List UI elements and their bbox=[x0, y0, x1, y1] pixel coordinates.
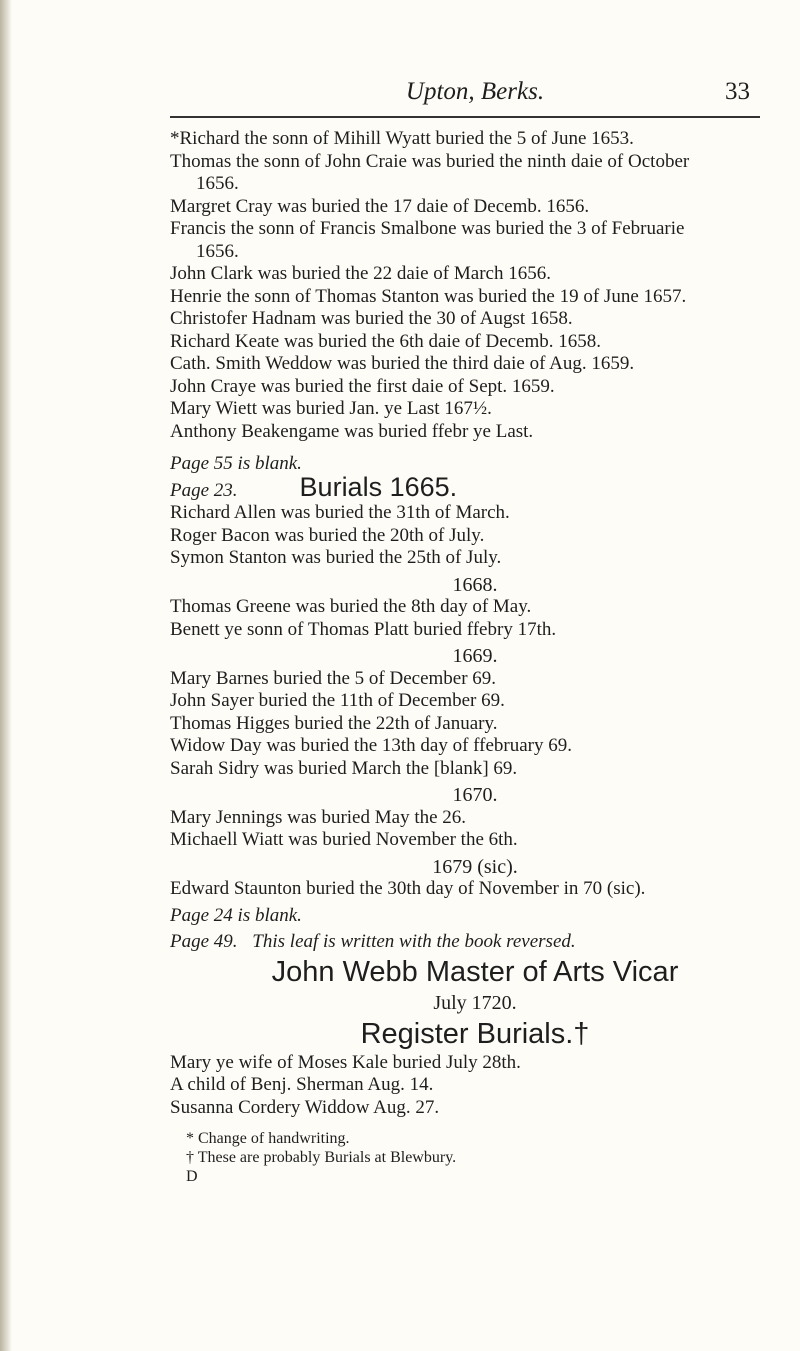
entry-line: John Sayer buried the 11th of December 69. bbox=[170, 690, 505, 711]
entry-line: Cath. Smith Weddow was buried the third daie of Aug. 1659. bbox=[170, 353, 635, 374]
footnotes bbox=[170, 1129, 780, 1186]
document-page bbox=[170, 78, 780, 1186]
year-heading: 1679 (sic). bbox=[432, 855, 518, 878]
entry-line: Mary Barnes buried the 5 of December 69. bbox=[170, 667, 497, 689]
running-header bbox=[170, 78, 780, 116]
entry-line: Thomas Greene was buried the 8th day of May. bbox=[170, 596, 532, 617]
entry-line: Edward Staunton buried the 30th day of November in 70 (sic). bbox=[170, 878, 646, 899]
editorial-note-row bbox=[170, 931, 780, 954]
entry-line: Benett ye sonn of Thomas Platt buried ffebry 17th. bbox=[170, 618, 557, 640]
entry-line: Thomas the sonn of John Craie was buried the ninth daie of October bbox=[170, 150, 690, 172]
date-heading: July 1720. bbox=[433, 991, 517, 1014]
burials-1665-heading bbox=[170, 471, 780, 503]
vicar-heading: John Webb Master of Arts Vicar bbox=[271, 955, 679, 988]
header-rule bbox=[170, 116, 760, 118]
page-reference: Page 23. bbox=[170, 479, 238, 501]
entry-line: John Clark was buried the 22 daie of March 1656. bbox=[170, 263, 551, 284]
entry-line: Symon Stanton was buried the 25th of July. bbox=[170, 547, 502, 568]
entry-line: Susanna Cordery Widdow Aug. 27. bbox=[170, 1096, 440, 1118]
entry-line: *Richard the sonn of Mihill Wyatt buried the 5 of June 1653. bbox=[170, 128, 634, 149]
section-title: Burials 1665. bbox=[299, 471, 458, 502]
entry-line: Mary Wiett was buried Jan. ye Last 167½. bbox=[170, 398, 492, 419]
entry-line: Roger Bacon was buried the 20th of July. bbox=[170, 524, 485, 546]
year-heading: 1668. bbox=[452, 573, 498, 596]
year-heading: 1670. bbox=[452, 784, 498, 806]
entry-line: Mary ye wife of Moses Kale buried July 28th. bbox=[170, 1051, 521, 1073]
footnote: * Change of handwriting. bbox=[186, 1130, 350, 1147]
entry-line: Mary Jennings was buried May the 26. bbox=[170, 806, 467, 828]
entry-line: Widow Day was buried the 13th day of ffebruary 69. bbox=[170, 735, 572, 756]
editorial-note: Page 24 is blank. bbox=[170, 904, 302, 926]
editorial-note: This leaf is written with the book reversed. bbox=[252, 931, 576, 952]
entry-line: Christofer Hadnam was buried the 30 of Augst 1658. bbox=[170, 308, 573, 329]
entry-line: Anthony Beakengame was buried ffebr ye Last. bbox=[170, 420, 534, 442]
running-title: Upton, Berks. bbox=[405, 78, 545, 105]
editorial-note: Page 55 is blank. bbox=[170, 453, 302, 474]
signature-mark: D bbox=[186, 1168, 198, 1185]
entry-line: Thomas Higges buried the 22th of January. bbox=[170, 712, 498, 734]
entry-line: Michaell Wiatt was buried November the 6th. bbox=[170, 829, 518, 850]
entry-line: Richard Allen was buried the 31th of March. bbox=[170, 502, 510, 523]
page-number: 33 bbox=[725, 78, 750, 105]
entry-line: John Craye was buried the first daie of Sept. 1659. bbox=[170, 375, 555, 397]
entry-line: 1656. bbox=[196, 240, 239, 262]
register-text-1720 bbox=[170, 1052, 780, 1120]
register-text bbox=[170, 128, 780, 954]
entry-line: Henrie the sonn of Thomas Stanton was buried the 19 of June 1657. bbox=[170, 285, 687, 307]
entry-line: A child of Benj. Sherman Aug. 14. bbox=[170, 1074, 434, 1095]
entry-line: 1656. bbox=[196, 173, 239, 194]
entry-line: Margret Cray was buried the 17 daie of Decemb. 1656. bbox=[170, 195, 590, 217]
entry-line: Richard Keate was buried the 6th daie of Decemb. 1658. bbox=[170, 330, 602, 352]
entry-line: Francis the sonn of Francis Smalbone was buried the 3 of Februarie bbox=[170, 218, 685, 239]
entry-line: Sarah Sidry was buried March the [blank] 69. bbox=[170, 757, 518, 779]
year-heading: 1669. bbox=[452, 645, 498, 667]
page-edge-shadow bbox=[0, 0, 12, 1351]
page-reference: Page 49. bbox=[170, 931, 238, 952]
register-burials-title: Register Burials.† bbox=[360, 1017, 590, 1050]
footnote: † These are probably Burials at Blewbury. bbox=[186, 1149, 457, 1166]
